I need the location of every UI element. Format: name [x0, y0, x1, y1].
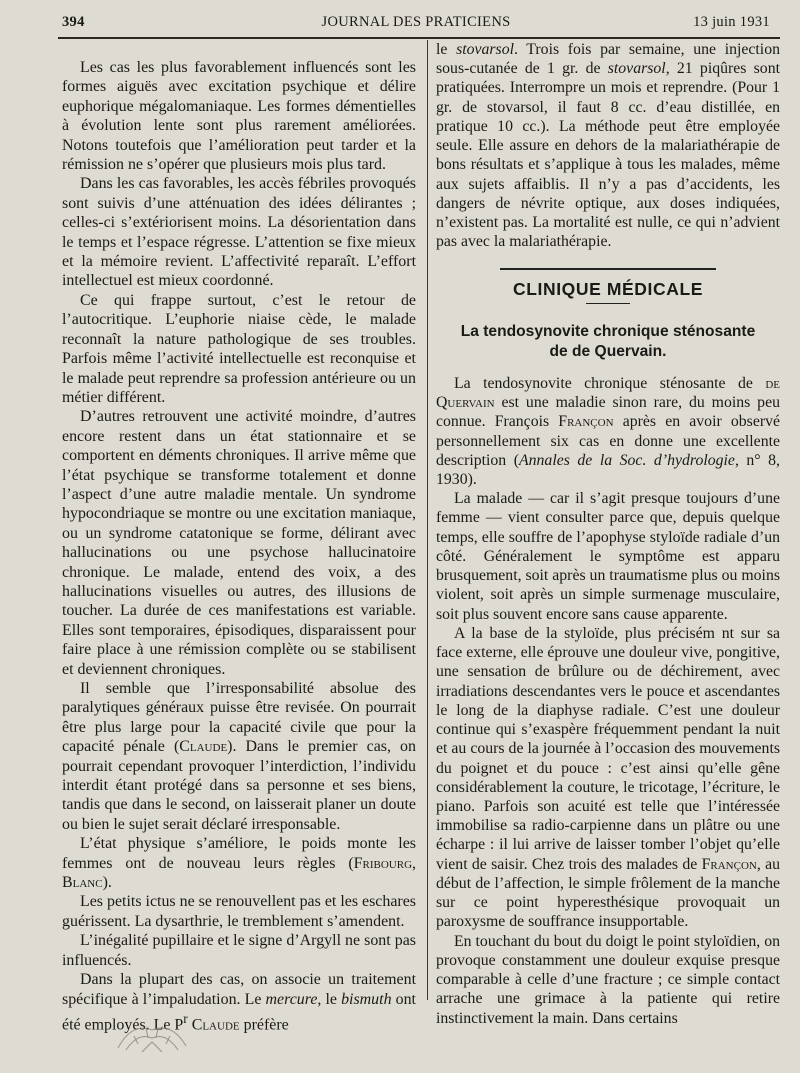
superscript: r — [183, 1010, 188, 1026]
text-run: A la base de la styloïde, plus précisém nt sur sa face externe, elle éprouve une douleur vive, pongitive, une sensation de brûlure ou de déchirement, avec irradiations descendantes vers le pouce et ascendantes le long de la diaphyse radiale. C’est une douleur continue qui s’exaspère fréquemment pendant la nuit et au cours de la journée à l’occasion des mouvements du poignet et du pouce : c’est ainsi qu’elle gêne considérablement la couture, le tricotage, l’écriture, le piano. Parfois son acuité est telle que l’intéressée immobilise sa radio-carpienne dans un plâtre ou une écharpe : il lui arrive de laisser tomber l’objet qu’elle vient de saisir. Chez trois des malades de — [436, 624, 780, 873]
page-header — [62, 14, 770, 38]
paragraph — [436, 40, 780, 252]
paragraph: D’autres retrouvent une activité moindre, d’autres encore restent dans un état stationnaire et se comportent en déments chroniques. Il arrive même que l’état psychique se transforme totalement et donne l’aspect d’une autre maladie mentale. Un syndrome hypocondriaque se montre ou une excitation maniaque, ou un syndrome catatonique se forme, délirant avec hallucinations ou une psychose hallucinatoire chronique. Le malade, entend des voix, a des hallucinations visuelles ou autres, des illusions de toucher. La durée de ces manifestations est variable. Elles sont temporaires, épisodiques, disparaissent pour faire place à une rémission complète ou se stabilisent et deviennent chroniques. — [62, 408, 416, 678]
section-title: CLINIQUE MÉDICALE — [512, 278, 704, 299]
text-run: ). Dans le premier cas, on pourrait cependant provoquer l’interdiction, l’individu interdit étant protégé dans sa personne et ses biens, tandis que dans le second, on laisserait planer un doute ou bien le sujet serait déclaré irresponsable. — [62, 738, 416, 833]
header-rule — [58, 37, 780, 39]
article-title-line: La tendosynovite chronique sténosante — [460, 322, 756, 340]
column-divider — [427, 40, 428, 1000]
text-run: est une maladie sinon rare, du moins peu connue. François — [436, 394, 780, 431]
paragraph: Les cas les plus favorablement influencés sont les formes aiguës avec excitation psychique et délire euphorique mégalomaniaque. Les formes démentielles à évolution lente sont plus rarement améliorées. Notons toutefois que l’amélioration peut tarder et la rémission ne s’opérer que plusieurs mois plus tard. — [62, 59, 416, 174]
library-stamp-icon — [112, 1016, 192, 1056]
text-run: ont été employés. Le P — [62, 990, 416, 1034]
paragraph: Ce qui frappe surtout, c’est le retour de l’autocritique. L’euphorie niaise cède, le malade reconnaît la nature pathologique de ses troubles. Parfois même l’activité intellectuelle est reconquise et le malade peut reprendre sa profession antérieure ou un métier différent. — [62, 291, 416, 406]
paragraph: La malade — car il s’agit presque toujours d’une femme — vient consulter parce que, depuis quelque temps, elle souffre de l’apophyse styloïde radiale d’un côté. Généralement le symptôme est apparu brusquement, soit après un traumatisme plus ou moins violent, soit après un simple surmenage musculaire, soit plus souvent encore sans cause apparente. — [436, 490, 780, 623]
drug-name: bismuth — [341, 990, 392, 1008]
author-name: Françon — [558, 413, 614, 431]
article-title — [436, 322, 780, 362]
text-run: , n° 8, 1930). — [436, 451, 780, 488]
paragraph: Les petits ictus ne se renouvellent pas et les eschares guérissent. La dysarthrie, le tremblement s’amendent. — [62, 893, 416, 930]
author-name: Françon — [701, 855, 757, 873]
text-run: L’état physique s’améliore, le poids monte les femmes ont de nouveau leurs règles ( — [62, 835, 416, 872]
text-run: le — [436, 41, 457, 58]
drug-name: stovarsol — [607, 60, 666, 78]
journal-title: JOURNAL DES PRATICIENS — [321, 14, 511, 30]
text-run: , au début de l’affection, le simple frôlement de la manche sur ce point hyperesthésique provoquait un paroxysme de souffrance insupportable. — [436, 855, 781, 931]
drug-name: stovarsol — [456, 41, 514, 58]
left-column — [62, 58, 416, 1035]
text-run: Il semble que l’irresponsabilité absolue des paralytiques généraux puisse être revisée. On pourrait être plus large pour la capacité civile que pour la capacité pénale ( — [62, 680, 416, 756]
author-name: Claude — [179, 738, 228, 756]
text-run: . Trois fois par semaine, une injection sous-cutanée de 1 gr. de — [436, 41, 780, 78]
paragraph: En touchant du bout du doigt le point styloïdien, on provoque constamment une douleur exquise presque comparable à celle d’une fracture ; ce simple contact arrache une grimace à la patiente qui retire instinctivement la main. Dans certains — [436, 932, 780, 1027]
text-run: Dans la plupart des cas, on associe un traitement spécifique à l’impaludation. Le — [62, 971, 416, 1008]
text-run: préfère — [239, 1016, 289, 1034]
text-run: , le — [317, 990, 342, 1008]
text-run: , 21 piqûres sont pratiquées. Interrompre un mois et reprendre. (Pour 1 gr. de stovarsol, il faut 8 cc. d’eau distillée, en pratique 10 cc.). La méthode peut être employée seule. Elle assure en dehors de la malariathérapie de bons résultats et s’applique à tous les malades, même aux sujets affaiblis. Il n’y a pas d’accidents, les dangers de névrite optique, aux doses indiquées, n’existent pas. La mortalité est nulle, ce qui n’advient pas avec la malariathérapie. — [436, 60, 780, 251]
section-rule — [500, 268, 716, 270]
text-run: ). — [102, 874, 112, 892]
section-heading — [436, 268, 780, 304]
article-title-line: de de Quervain. — [549, 342, 667, 360]
paragraph: Dans les cas favorables, les accès fébriles provoqués sont suivis d’une atténuation des idées délirantes ; celles-ci s’extériorisent moins. La désorientation dans le temps et l’espace régresse. L’attention se fixe mieux et la mémoire revient. L’affectivité reparaît. L’effort intellectuel est mieux coordonné. — [62, 175, 416, 290]
page-number: 394 — [62, 14, 85, 30]
paragraph — [62, 834, 416, 892]
author-name: de Quervain — [436, 374, 780, 412]
issue-date: 13 juin 1931 — [693, 14, 770, 30]
paragraph — [436, 624, 780, 932]
text-run: La tendosynovite chronique sténosante de — [454, 374, 766, 392]
drug-name: mercure — [265, 990, 318, 1008]
text-run: après en avoir observé personnellement six cas en donne une excellente description ( — [436, 413, 781, 469]
section-subrule — [586, 303, 630, 304]
paragraph — [62, 679, 416, 834]
paragraph: L’inégalité pupillaire et le signe d’Argyll ne sont pas influencés. — [62, 932, 416, 969]
author-name: Fribourg, Blanc — [62, 854, 416, 892]
author-name: Claude — [191, 1016, 240, 1034]
right-column — [436, 40, 780, 1028]
paragraph — [436, 374, 780, 489]
citation: Annales de la Soc. d’hydrologie — [518, 451, 735, 469]
